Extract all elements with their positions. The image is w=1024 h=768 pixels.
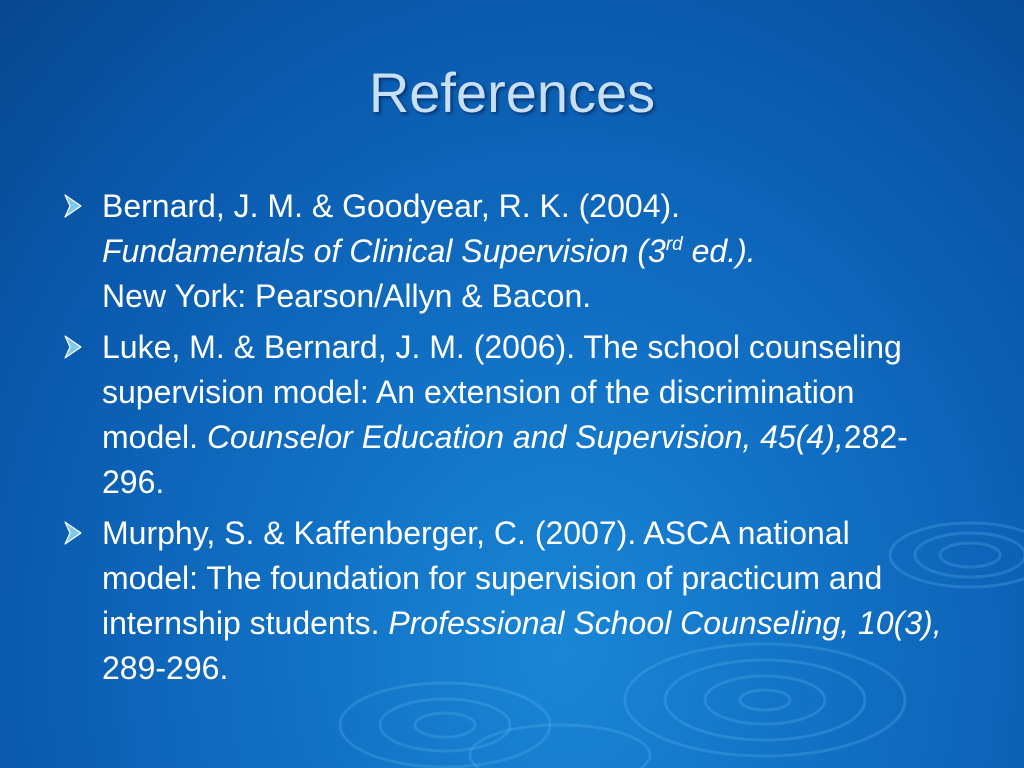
reference-authors: Bernard, J. M. & Goodyear, R. K. (2004). bbox=[102, 188, 681, 224]
reference-authors-title: Murphy, S. & Kaffenberger, C. (2007). ASCA national model: The foundation for supervision of practicum and internship students. bbox=[102, 515, 883, 641]
slide-title: References bbox=[368, 61, 656, 124]
reference-edition: ed.). bbox=[682, 233, 756, 269]
reference-book-title: Fundamentals of Clinical Supervision (3 bbox=[102, 233, 666, 269]
reference-pages: 289-296. bbox=[102, 650, 229, 686]
reference-list bbox=[62, 184, 952, 697]
reference-pages: 282-296. bbox=[102, 419, 908, 500]
chevron-right-icon bbox=[62, 334, 84, 360]
reference-item bbox=[62, 184, 952, 319]
reference-item bbox=[62, 325, 952, 505]
reference-edition-suffix: rd bbox=[665, 234, 683, 255]
reference-journal: Counselor Education and Supervision, 45(4), bbox=[206, 419, 844, 455]
reference-journal: Professional School Counseling, 10(3), bbox=[388, 605, 942, 641]
reference-publisher: New York: Pearson/Allyn & Bacon. bbox=[102, 278, 592, 314]
chevron-right-icon bbox=[62, 193, 84, 219]
reference-authors-title: Luke, M. & Bernard, J. M. (2006). The school counseling supervision model: An extension of the discrimination model. bbox=[102, 329, 902, 455]
reference-item bbox=[62, 511, 952, 691]
chevron-right-icon bbox=[62, 520, 84, 546]
